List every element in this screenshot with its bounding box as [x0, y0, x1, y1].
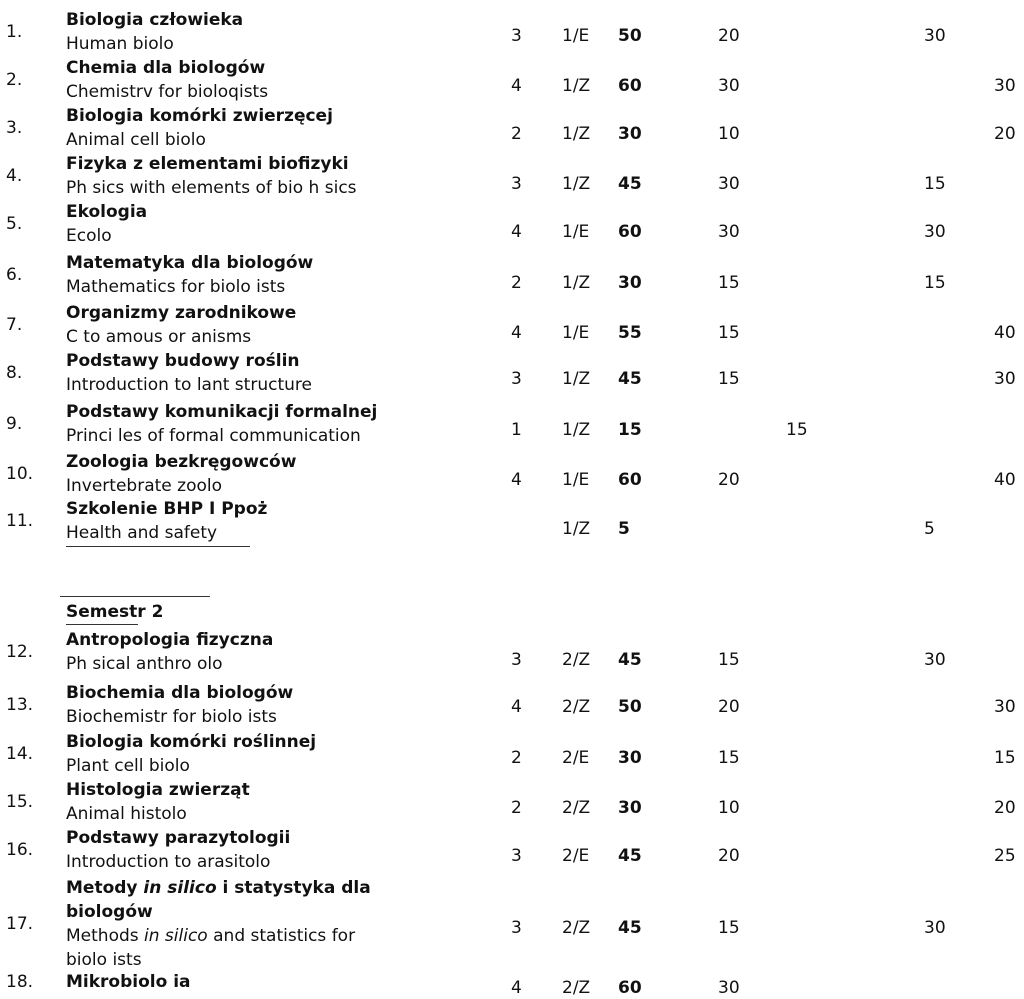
row-number: 16.: [6, 840, 34, 860]
sub-italic-part: in silico: [144, 926, 208, 946]
exercise-hours: 30: [924, 26, 946, 46]
row-number: 18.: [6, 972, 34, 992]
lecture-hours: 15: [718, 323, 740, 343]
semester-exam: 1/Z: [562, 369, 591, 389]
lecture-hours: 15: [718, 650, 740, 670]
course-title-line-2: biologów: [66, 902, 153, 922]
total-hours: 60: [618, 470, 642, 490]
total-hours: 30: [618, 124, 642, 144]
title-italic-part: in silico: [143, 878, 217, 898]
semester-exam: 2/Z: [562, 798, 591, 818]
semester-exam: 1/E: [562, 470, 590, 490]
course-title: Szkolenie BHP I Ppoż: [66, 499, 268, 519]
lecture-hours: 10: [718, 798, 740, 818]
lab-hours: 25: [994, 846, 1016, 866]
row-number: 14.: [6, 744, 34, 764]
course-title: Biochemia dla biologów: [66, 683, 294, 703]
lab-hours: 15: [994, 748, 1016, 768]
course-title: Matematyka dla biologów: [66, 253, 314, 273]
semester-exam: 1/Z: [562, 519, 591, 539]
lab-hours: 30: [994, 76, 1016, 96]
row-underline: [66, 546, 250, 547]
row-number: 7.: [6, 315, 23, 335]
course-title-english: Ph sical anthro olo: [66, 654, 223, 674]
course-title-english: Ph sics with elements of bio h sics: [66, 178, 357, 198]
total-hours: 55: [618, 323, 642, 343]
semester-exam: 1/Z: [562, 174, 591, 194]
course-title-english: Introduction to arasitolo: [66, 852, 271, 872]
total-hours: 45: [618, 918, 642, 938]
course-title-english: Health and safety: [66, 523, 218, 543]
course-title: Histologia zwierząt: [66, 780, 250, 800]
exercise-hours: 5: [924, 519, 935, 539]
course-title-english: Animal histolo: [66, 804, 187, 824]
course-title-english: Ecolo: [66, 226, 112, 246]
total-hours: 45: [618, 174, 642, 194]
course-title-english: Chemistrv for bioloqists: [66, 82, 269, 102]
ects-value: 3: [511, 650, 522, 670]
semester-exam: 1/Z: [562, 76, 591, 96]
row-number: 8.: [6, 363, 23, 383]
lecture-hours: 15: [718, 273, 740, 293]
ects-value: 4: [511, 76, 522, 96]
title-part: Metody: [66, 878, 144, 898]
row-number: 11.: [6, 511, 34, 531]
ects-value: 3: [511, 174, 522, 194]
course-title-english-line-2: biolo ists: [66, 950, 142, 970]
heading-underline: [66, 624, 138, 625]
semester-exam: 1/E: [562, 26, 590, 46]
lab-hours: 20: [994, 798, 1016, 818]
row-number: 3.: [6, 118, 23, 138]
ects-value: 3: [511, 846, 522, 866]
course-title: Chemia dla biologów: [66, 58, 266, 78]
total-hours: 45: [618, 650, 642, 670]
lab-hours: 30: [994, 697, 1016, 717]
lecture-hours: 30: [718, 222, 740, 242]
total-hours: 30: [618, 273, 642, 293]
semester-exam: 2/Z: [562, 650, 591, 670]
ects-value: 4: [511, 978, 522, 998]
course-title: Organizmy zarodnikowe: [66, 303, 297, 323]
exercise-hours: 30: [924, 918, 946, 938]
row-number: 10.: [6, 464, 34, 484]
total-hours: 15: [618, 420, 642, 440]
course-title-english: Biochemistr for biolo ists: [66, 707, 277, 727]
course-title-english: Invertebrate zoolo: [66, 476, 222, 496]
total-hours: 50: [618, 26, 642, 46]
row-number: 13.: [6, 695, 34, 715]
row-number: 15.: [6, 792, 34, 812]
course-title: Podstawy parazytologii: [66, 828, 291, 848]
ects-value: 2: [511, 273, 522, 293]
row-number: 12.: [6, 642, 34, 662]
ects-value: 4: [511, 323, 522, 343]
row-number: 6.: [6, 265, 23, 285]
course-title: Ekologia: [66, 202, 148, 222]
lab-hours: 40: [994, 470, 1016, 490]
course-title-english: Plant cell biolo: [66, 756, 190, 776]
semester-exam: 1/Z: [562, 273, 591, 293]
lecture-hours: 20: [718, 470, 740, 490]
lecture-hours: 15: [718, 918, 740, 938]
course-title-english: Introduction to lant structure: [66, 375, 312, 395]
semester-heading: Semestr 2: [66, 602, 164, 622]
ects-value: 3: [511, 918, 522, 938]
lecture-hours: 15: [718, 369, 740, 389]
exercise-hours: 30: [924, 222, 946, 242]
course-title-english: Animal cell biolo: [66, 130, 206, 150]
semester-exam: 2/E: [562, 846, 590, 866]
row-number: 4.: [6, 166, 23, 186]
course-title: Biologia komórki roślinnej: [66, 732, 317, 752]
course-title: Mikrobiolo ia: [66, 972, 191, 992]
sub-part: and statistics for: [207, 926, 356, 946]
course-title: Biologia człowieka: [66, 10, 244, 30]
ects-value: 3: [511, 26, 522, 46]
semester-exam: 1/Z: [562, 124, 591, 144]
section-rule: [60, 596, 210, 597]
total-hours: 45: [618, 846, 642, 866]
course-title-english: Mathematics for biolo ists: [66, 277, 286, 297]
total-hours: 50: [618, 697, 642, 717]
ects-value: 4: [511, 470, 522, 490]
ects-value: 4: [511, 697, 522, 717]
row-number: 2.: [6, 70, 23, 90]
course-title: Podstawy budowy roślin: [66, 351, 300, 371]
semester-exam: 2/Z: [562, 918, 591, 938]
ects-value: 3: [511, 369, 522, 389]
ects-value: 4: [511, 222, 522, 242]
ects-value: 2: [511, 124, 522, 144]
title-part: i statystyka dla: [216, 878, 371, 898]
total-hours: 60: [618, 222, 642, 242]
total-hours: 30: [618, 748, 642, 768]
course-title-english: Princi les of formal communication: [66, 426, 361, 446]
semester-exam: 2/E: [562, 748, 590, 768]
course-title: Zoologia bezkręgowców: [66, 452, 297, 472]
lecture-hours: 30: [718, 174, 740, 194]
total-hours: 30: [618, 798, 642, 818]
semester-exam: 2/Z: [562, 978, 591, 998]
total-hours: 5: [618, 519, 630, 539]
course-title: Antropologia fizyczna: [66, 630, 274, 650]
total-hours: 60: [618, 978, 642, 998]
course-title-english: C to amous or anisms: [66, 327, 252, 347]
row-number: 5.: [6, 214, 23, 234]
ects-value: 2: [511, 748, 522, 768]
lecture-hours: 30: [718, 978, 740, 998]
exercise-hours: 15: [924, 174, 946, 194]
lab-hours: 40: [994, 323, 1016, 343]
course-title-english: Human biolo: [66, 34, 174, 54]
course-title: Biologia komórki zwierzęcej: [66, 106, 333, 126]
course-title: Fizyka z elementami biofizyki: [66, 154, 349, 174]
lab-hours: 30: [994, 369, 1016, 389]
lecture-hours: 15: [718, 748, 740, 768]
exercise-hours: 15: [924, 273, 946, 293]
course-title: Podstawy komunikacji formalnej: [66, 402, 378, 422]
lab-hours: 20: [994, 124, 1016, 144]
lecture-hours: 20: [718, 697, 740, 717]
lecture-hours: 30: [718, 76, 740, 96]
semester-exam: 1/E: [562, 323, 590, 343]
course-title-english: [66, 926, 355, 946]
row-number: 17.: [6, 914, 34, 934]
total-hours: 45: [618, 369, 642, 389]
lecture-hours: 10: [718, 124, 740, 144]
ects-value: 2: [511, 798, 522, 818]
lecture-hours: 20: [718, 26, 740, 46]
sub-part: Methods: [66, 926, 145, 946]
total-hours: 60: [618, 76, 642, 96]
row-number: 9.: [6, 414, 23, 434]
seminar-hours: 15: [786, 420, 808, 440]
row-number: 1.: [6, 22, 23, 42]
semester-exam: 1/Z: [562, 420, 591, 440]
exercise-hours: 30: [924, 650, 946, 670]
semester-exam: 1/E: [562, 222, 590, 242]
ects-value: 1: [511, 420, 522, 440]
course-title: [66, 878, 371, 898]
lecture-hours: 20: [718, 846, 740, 866]
semester-exam: 2/Z: [562, 697, 591, 717]
